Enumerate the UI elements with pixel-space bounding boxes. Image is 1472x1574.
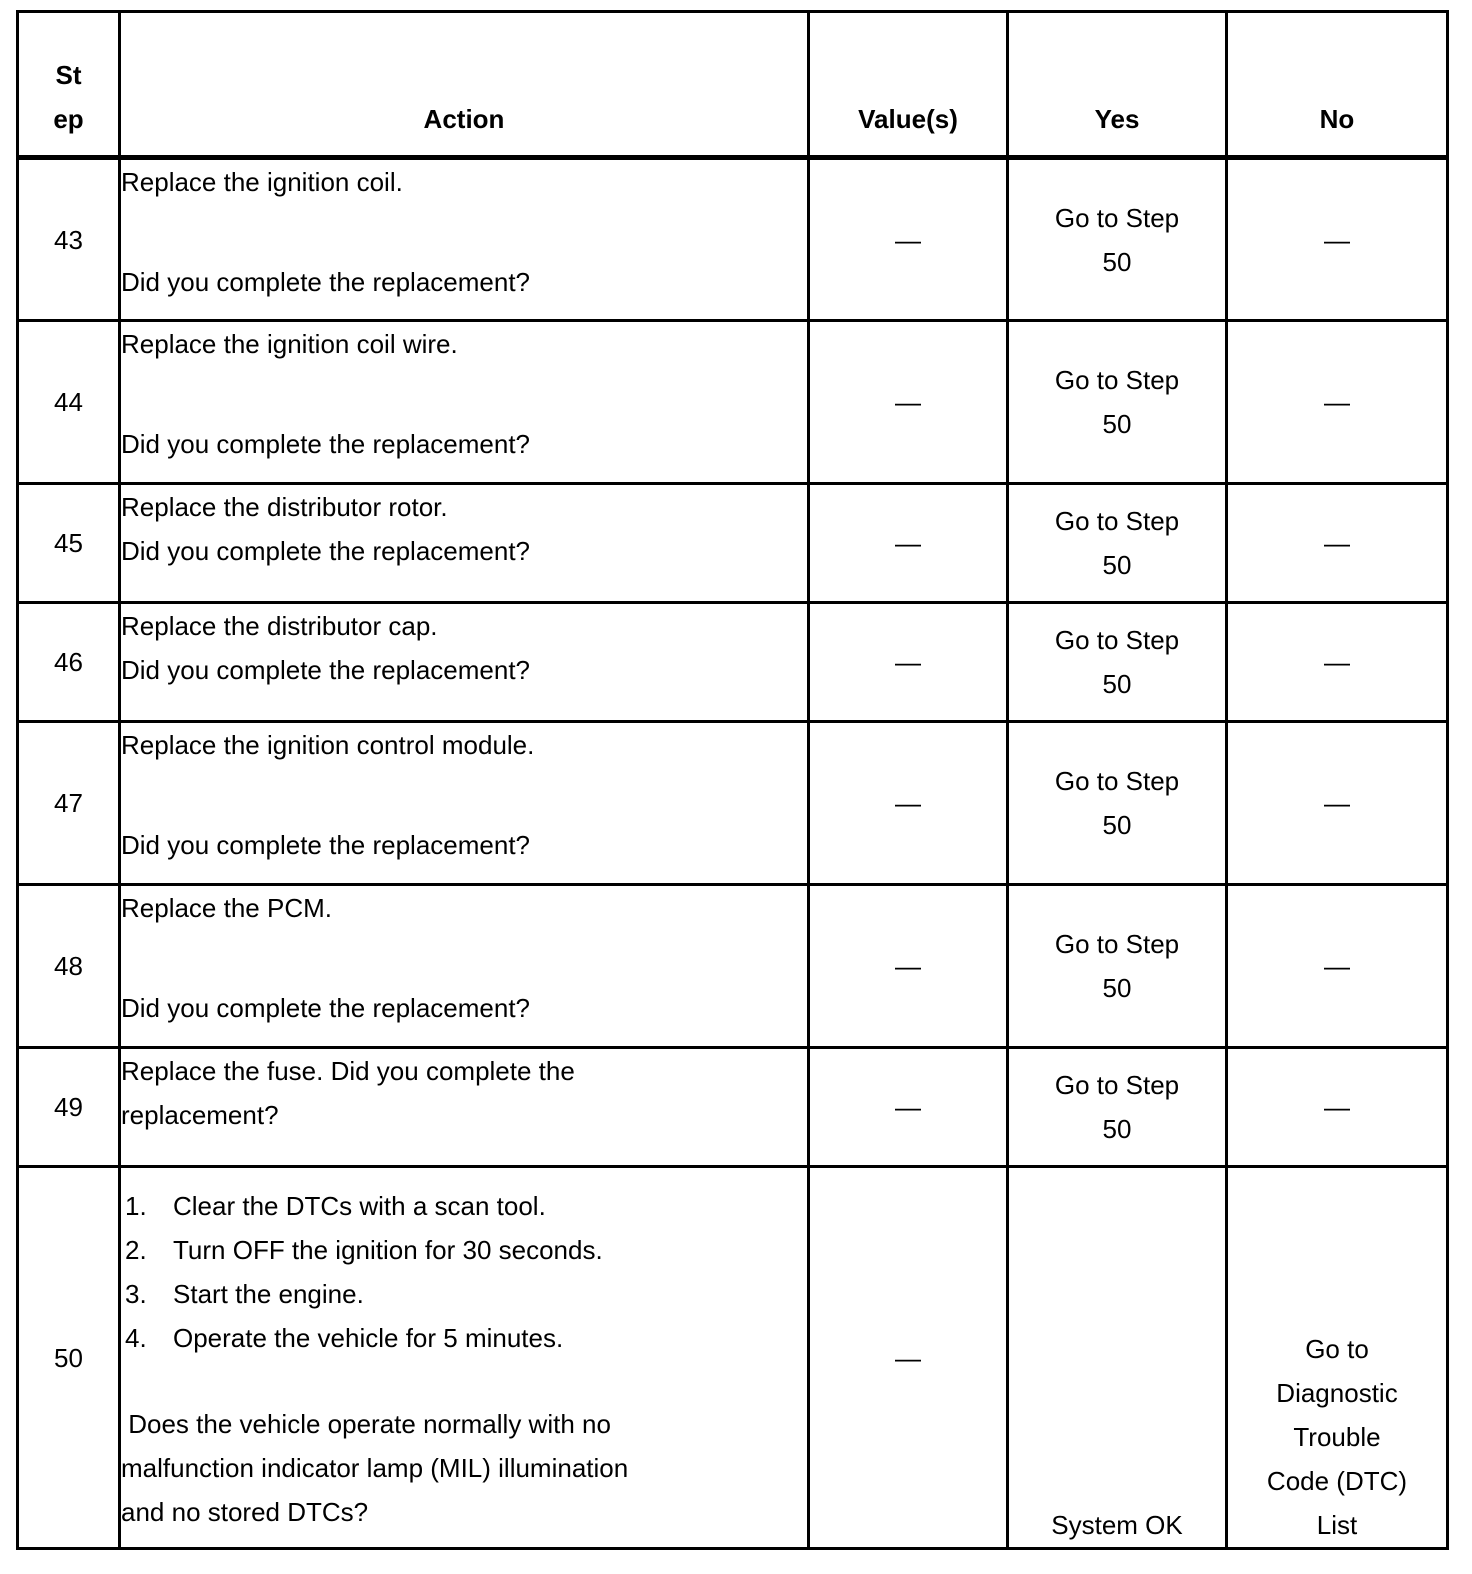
no-line: Diagnostic <box>1276 1378 1398 1408</box>
table-row-final <box>18 1167 1448 1549</box>
action-cell <box>120 1048 809 1167</box>
value-cell: — <box>809 321 1008 484</box>
header-step-line2: ep <box>53 104 84 134</box>
action-cell <box>120 603 809 722</box>
yes-goto: Go to Step <box>1054 929 1180 959</box>
action-question: Did you complete the replacement? <box>121 830 531 860</box>
table-row <box>18 722 1448 885</box>
list-item-number: 2. <box>125 1235 147 1265</box>
no-line: Trouble <box>1293 1422 1381 1452</box>
action-question: Did you complete the replacement? <box>121 993 531 1023</box>
yes-step: 50 <box>1102 409 1132 439</box>
yes-cell <box>1008 1048 1227 1167</box>
action-cell <box>120 484 809 603</box>
header-values: Value(s) <box>809 12 1008 158</box>
no-cell: — <box>1227 321 1448 484</box>
action-cell <box>120 885 809 1048</box>
step-number: 46 <box>18 603 120 722</box>
yes-cell <box>1008 484 1227 603</box>
step-number: 48 <box>18 885 120 1048</box>
no-cell: — <box>1227 484 1448 603</box>
diagnostic-table <box>16 10 1449 1550</box>
action-question: Did you complete the replacement? <box>121 655 531 685</box>
list-item-number: 3. <box>125 1279 147 1309</box>
value-cell: — <box>809 722 1008 885</box>
action-question: replacement? <box>121 1100 279 1130</box>
header-action: Action <box>120 12 809 158</box>
list-item <box>125 1228 807 1272</box>
action-instruction: Replace the ignition coil wire. <box>121 329 458 359</box>
step-number: 44 <box>18 321 120 484</box>
action-question <box>121 1402 807 1534</box>
yes-step: 50 <box>1102 669 1132 699</box>
yes-step: 50 <box>1102 1114 1132 1144</box>
table-row <box>18 158 1448 321</box>
yes-goto: Go to Step <box>1054 202 1180 233</box>
no-cell: — <box>1227 158 1448 321</box>
no-line: Go to <box>1305 1334 1369 1364</box>
question-line: Does the vehicle operate normally with no <box>121 1409 611 1439</box>
action-instruction: Replace the distributor cap. <box>121 611 438 641</box>
value-cell: — <box>809 885 1008 1048</box>
table-row <box>18 1048 1448 1167</box>
list-item-text: Clear the DTCs with a scan tool. <box>173 1191 546 1221</box>
yes-cell <box>1008 722 1227 885</box>
no-cell: — <box>1227 722 1448 885</box>
yes-step: 50 <box>1102 246 1132 277</box>
yes-cell <box>1008 321 1227 484</box>
table-row <box>18 484 1448 603</box>
list-item <box>125 1316 807 1360</box>
no-cell: — <box>1227 1048 1448 1167</box>
action-question: Did you complete the replacement? <box>121 536 531 566</box>
step-number: 45 <box>18 484 120 603</box>
value-cell: — <box>809 1167 1008 1549</box>
no-cell: — <box>1227 885 1448 1048</box>
question-line: and no stored DTCs? <box>121 1497 369 1527</box>
yes-step: 50 <box>1102 973 1132 1003</box>
list-item-text: Operate the vehicle for 5 minutes. <box>173 1323 564 1353</box>
yes-cell <box>1008 603 1227 722</box>
no-cell <box>1227 1167 1448 1549</box>
yes-step: 50 <box>1102 810 1132 840</box>
action-instruction: Replace the PCM. <box>121 893 332 923</box>
value-cell: — <box>809 603 1008 722</box>
step-number: 49 <box>18 1048 120 1167</box>
yes-goto: Go to Step <box>1054 1070 1180 1100</box>
list-item-text: Turn OFF the ignition for 30 seconds. <box>173 1235 603 1265</box>
question-line: malfunction indicator lamp (MIL) illumination <box>121 1453 629 1483</box>
value-cell: — <box>809 158 1008 321</box>
header-row <box>18 12 1448 158</box>
yes-goto: Go to Step <box>1054 625 1180 655</box>
step-number: 50 <box>18 1167 120 1549</box>
action-cell <box>120 158 809 321</box>
procedure-list <box>121 1184 807 1360</box>
header-yes: Yes <box>1008 12 1227 158</box>
action-instruction: Replace the ignition control module. <box>121 730 535 760</box>
list-item-number: 1. <box>125 1191 147 1221</box>
header-no: No <box>1227 12 1448 158</box>
yes-goto: Go to Step <box>1054 365 1180 395</box>
yes-cell <box>1008 885 1227 1048</box>
no-line: Code (DTC) <box>1266 1466 1408 1496</box>
action-instruction: Replace the distributor rotor. <box>121 492 448 522</box>
action-cell <box>120 1167 809 1549</box>
no-line: List <box>1316 1510 1358 1540</box>
list-item <box>125 1272 807 1316</box>
table-row <box>18 321 1448 484</box>
yes-goto: Go to Step <box>1054 766 1180 796</box>
value-cell: — <box>809 484 1008 603</box>
action-cell <box>120 321 809 484</box>
action-instruction: Replace the fuse. Did you complete the <box>121 1056 575 1086</box>
header-step <box>18 12 120 158</box>
yes-cell: System OK <box>1008 1167 1227 1549</box>
header-step-line1: St <box>55 60 82 90</box>
list-item-text: Start the engine. <box>173 1279 364 1309</box>
table-row <box>18 885 1448 1048</box>
step-number: 43 <box>18 158 120 321</box>
yes-cell <box>1008 158 1227 321</box>
list-item-number: 4. <box>125 1323 147 1353</box>
yes-goto: Go to Step <box>1054 506 1180 536</box>
action-instruction: Replace the ignition coil. <box>121 167 403 197</box>
action-question: Did you complete the replacement? <box>121 267 531 297</box>
step-number: 47 <box>18 722 120 885</box>
yes-step: 50 <box>1102 550 1132 580</box>
value-cell: — <box>809 1048 1008 1167</box>
no-cell: — <box>1227 603 1448 722</box>
table-row <box>18 603 1448 722</box>
list-item <box>125 1184 807 1228</box>
action-cell <box>120 722 809 885</box>
action-question: Did you complete the replacement? <box>121 429 531 459</box>
